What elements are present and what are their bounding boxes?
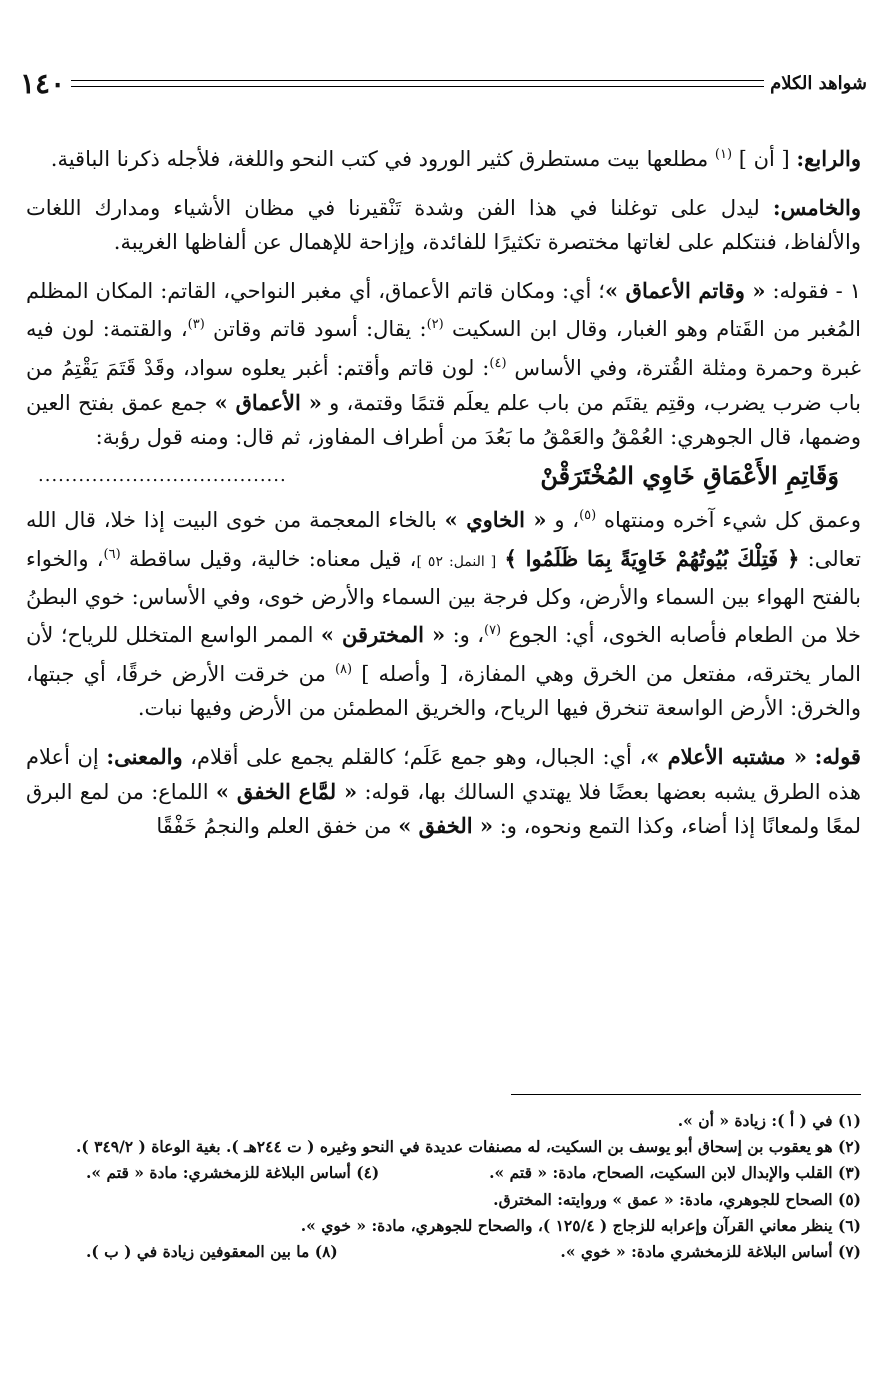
paragraph-fifth: والخامس: ليدل على توغلنا في هذا الفن وشدة تَنْقيرنا في مظان الأشياء ومدارك اللغات والألفاظ، فنتكلم على لغاتها مختصرة تكثيرًا للفائدة، وإزاحة للإهمال عن ألفاظها الغريبة. <box>26 194 861 255</box>
footnote-item: (٤) أساس البلاغة للزمخشري: مادة « قتم ». <box>86 1163 380 1183</box>
footnotes <box>26 1108 861 1265</box>
footnote-row <box>26 1239 861 1265</box>
quoted-term: « لمَّاع الخفق » <box>215 778 358 804</box>
running-title: شواهد الكلام <box>770 72 867 94</box>
paragraph-commentary-3: قوله: « مشتبه الأعلام »، أي: الجبال، وهو جمع عَلَم؛ كالقلم يجمع على أقلام، والمعنى: إن أعلام هذه الطرق يشبه بعضها بعضًا فلا يهتدي السالك بها، قوله: « لمَّاع الخفق » اللماع: من لمع البرق لمعًا ولمعانًا إذا أضاء، وكذا التمع ونحوه، و: « الخفق » من خفق العلم والنجمُ خَفْقًا <box>26 743 862 839</box>
footnote-item: (٣) القلب والإبدال لابن السكيت، الصحاح، مادة: « قتم ». <box>489 1163 861 1183</box>
paragraph-commentary-2: وعمق كل شيء آخره ومنتهاه $^{(٥)}$، و « الخاوي » بالخاء المعجمة من خوى البيت إذا خلا، قال الله تعالى: ﴿ فَتِلْكَ بُيُوتُهُمْ خَاوِيَةً بِمَا ظَلَمُوا ﴾ [ النمل: ٥٢ ]، قيل معناه: خالية، وقيل ساقطة $^{(٦)}$، والخواء بالفتح الهواء بين السماء والأرض، وكل فرجة بين السماء والأرض خوى، وفي الأساس: خوي البطنُ خلا من الطعام فأصابه الخوى، أي: الجوع $^{(٧)}$، و: « المخترقن » الممر الواسع المتخلل للرياح؛ لأن المار يخترقه، مفتعل من الخرق وهي المفازة، [ وأصله ] $^{(٨)}$ من خرقت الأرض خرقًا، أي جبتها، والخرق: الأرض الواسعة تنخرق فيها الرياح، والخريق المطمئن من الأرض وفيها نبات. <box>26 507 862 721</box>
quran-reference: [ النمل: ٥٢ ] <box>416 553 497 570</box>
quoted-term: « الأعماق » <box>214 389 322 415</box>
footnote-item: (٨) ما بين المعقوفين زيادة في ( ب ). <box>86 1242 338 1262</box>
footnote-item: (٥) الصحاح للجوهري، مادة: « عمق » وروايته: المخترق. <box>493 1189 861 1209</box>
footnote-ref: (٨) <box>334 661 353 677</box>
quoted-term: « الخاوي » <box>444 507 547 533</box>
footnote-ref: (٤) <box>489 355 507 371</box>
page-number: ١٤٠ <box>20 66 66 100</box>
verse-line <box>26 459 861 494</box>
footnote-ref: (٦) <box>103 546 121 562</box>
paragraph-fourth: والرابع: [ أن ] $^{(١)}$ مطلعها بيت مستطرق كثير الورود في كتب النحو واللغة، فلأجله ذكرنا الباقية. <box>50 146 861 171</box>
quoted-term: « مشتبه الأعلام » <box>646 743 808 769</box>
quoted-term: « المخترقن » <box>320 622 446 648</box>
page-header <box>10 66 873 100</box>
footnote-ref: (٢) <box>426 317 444 333</box>
footnote-separator <box>511 1094 861 1095</box>
paragraph-commentary-1: ١ - فقوله: « وقاتم الأعماق »؛ أي: ومكان قاتم الأعماق، أي مغبر النواحي، القاتم: المكان المظلم المُغبر من القَتام وهو الغبار، وقال ابن السكيت $^{(٢)}$: يقال: أسود قاتم وقاتن $^{(٣)}$، والقتمة: لون فيه غبرة وحمرة ومثلة القُترة، وفي الأساس $^{(٤)}$: لون قاتم وأقتم: أغبر يعلوه سواد، وقَدْ قَتَمَ يَقْتِمُ من باب ضرب يضرب، وقتِم يقتَم من باب علم يعلَم قتمًا وقتمة، و « الأعماق » جمع عمق بفتح العين وضمها، قال الجوهري: العُمْقُ والعَمْقُ ما بَعُدَ من أطراف المفاوز، ثم قال: ومنه قول رؤبة: <box>26 277 861 450</box>
quoted-term: « وقاتم الأعماق » <box>604 277 766 303</box>
footnote-ref: (٥) <box>579 508 597 524</box>
paragraph-lead: قوله: <box>814 743 861 769</box>
footnote-ref: (٣) <box>187 317 205 333</box>
footnote-item: (٢) هو يعقوب بن إسحاق أبو يوسف بن السكيت، له مصنفات عديدة في النحو وغيره ( ت ٢٤٤هـ ). بغية الوعاة ( ٣٤٩/٢ ). <box>76 1137 861 1157</box>
footnote-row <box>26 1160 861 1186</box>
quran-verse: ﴿ فَتِلْكَ بُيُوتُهُمْ خَاوِيَةً بِمَا ظَلَمُوا ﴾ <box>504 545 800 571</box>
footnote-item: (١) في ( أ ): زيادة « أن ». <box>677 1111 861 1130</box>
quoted-term: « الخفق » <box>398 813 494 839</box>
footnote-item: (٧) أساس البلاغة للزمخشري مادة: « خوي ». <box>560 1242 861 1262</box>
footnote-ref: (٧) <box>483 623 502 639</box>
verse-dots: ..................................... <box>38 464 287 486</box>
verse-text: وَقَاتِمِ الأَعْمَاقِ خَاوِي المُخْتَرَقْنْ <box>540 460 839 490</box>
footnote-item: (٦) ينظر معاني القرآن وإعرابه للزجاج ( ١٢٥/٤ )، والصحاح للجوهري، مادة: « خوي ». <box>300 1215 861 1235</box>
paragraph-lead: والخامس: <box>772 194 861 220</box>
main-text <box>26 138 861 858</box>
paragraph-lead: والرابع: <box>796 146 861 171</box>
header-rule <box>71 80 764 87</box>
footnote-ref: (١) <box>714 147 733 162</box>
